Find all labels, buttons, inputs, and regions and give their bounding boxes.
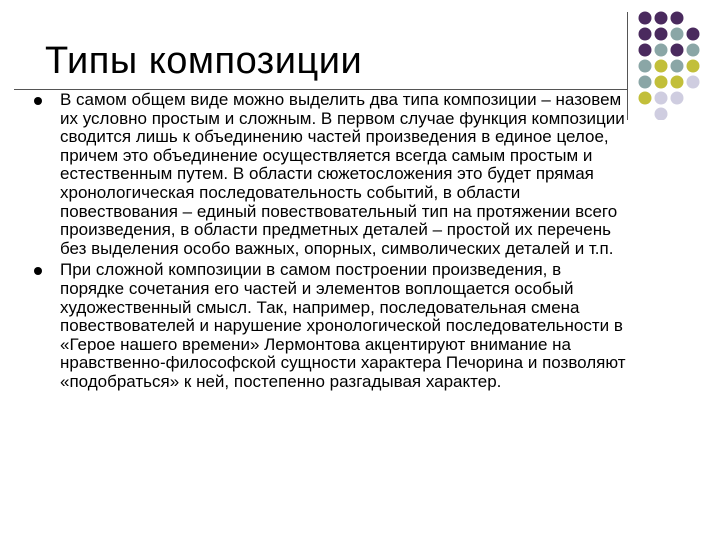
- decorative-dot: [671, 28, 684, 41]
- decorative-dot: [639, 44, 652, 57]
- decorative-dot: [687, 76, 700, 89]
- decorative-dot: [655, 60, 668, 73]
- decorative-dot: [639, 92, 652, 105]
- bullet-dot-icon: [34, 267, 42, 275]
- decorative-dot: [655, 92, 668, 105]
- decorative-dot: [671, 12, 684, 25]
- bullet-text: При сложной композиции в самом построении произведения, в порядке сочетания его частей и элементов воплощается особый художественный смысл. Так, например, последовательная смена повествователей и нарушение хронологической последовательности в «Герое нашего времени» Лермонтова акцентируют внимание на нравственно-философской сущности характера Печорина и позволяют «подобраться» к ней, постепенно разгадывая характер.: [60, 260, 626, 391]
- decorative-dot: [671, 60, 684, 73]
- decorative-dot: [671, 44, 684, 57]
- decorative-dot: [639, 12, 652, 25]
- decorative-dot: [687, 44, 700, 57]
- decorative-dot: [639, 60, 652, 73]
- decorative-dot: [655, 76, 668, 89]
- decorative-dot: [655, 28, 668, 41]
- bullet-item: [34, 91, 628, 258]
- bullet-item: [34, 261, 628, 391]
- decorative-dot: [687, 28, 700, 41]
- bullet-list: [34, 91, 628, 395]
- decorative-dot: [655, 12, 668, 25]
- slide-title: Типы композиции: [45, 40, 363, 82]
- decorative-dot-grid: [636, 10, 720, 120]
- bullet-text: В самом общем виде можно выделить два типа композиции – назовем их условно простым и сложным. В первом случае функция композиции сводится лишь к объединению частей произведения в единое целое, причем это объединение осуществляется всегда самым простым и естественным путем. В области сюжетосложения это будет прямая хронологическая последовательность событий, в области повествования – единый повествовательный тип на протяжении всего произведения, в области предметных деталей – простой их перечень без выделения особо важных, опорных, символических деталей и т.п.: [60, 90, 625, 258]
- decorative-dot: [671, 76, 684, 89]
- decorative-dot: [639, 28, 652, 41]
- decorative-dot: [671, 92, 684, 105]
- decorative-dot: [687, 60, 700, 73]
- decorative-dot: [639, 76, 652, 89]
- decorative-dot: [655, 44, 668, 57]
- decorative-dot: [655, 108, 668, 121]
- bullet-dot-icon: [34, 97, 42, 105]
